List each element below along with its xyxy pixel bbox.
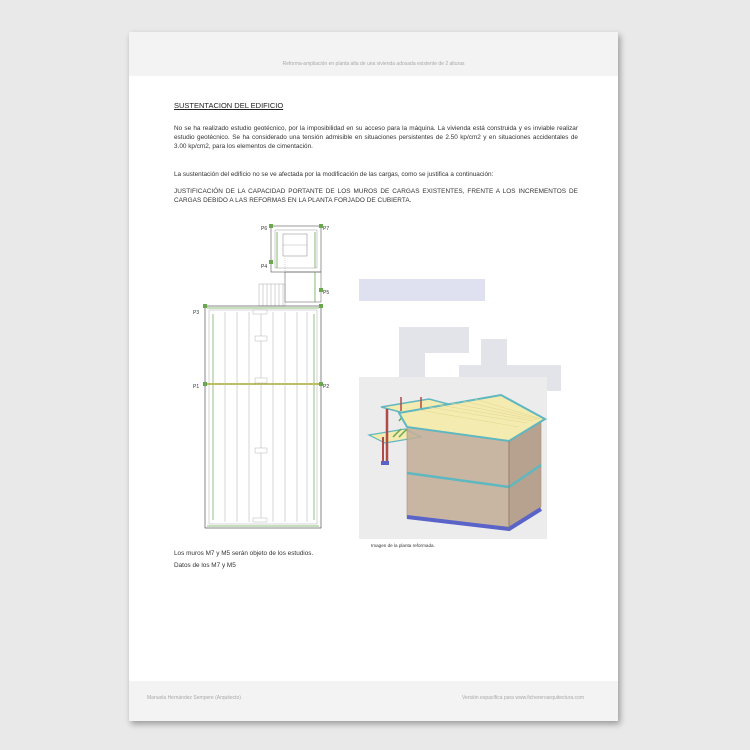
section-title: SUSTENTACION DEL EDIFICIO [174,101,284,110]
label-p2: P2 [323,384,330,390]
label-p4: P4 [261,264,268,270]
paragraph-sustentation: La sustentación del edificio no se ve afectada por la modificación de las cargas, como se justifica a continuación: [174,171,494,178]
body-line-data: Datos de los M7 y M5 [174,562,236,569]
header-text: Reforma-ampliación en planta alta de una vivienda adosada existente de 2 alturas [282,61,465,67]
label-p1: P1 [193,384,200,390]
page-header [129,32,618,76]
page-footer [129,681,618,721]
footer-author: Manuela Hernández Sempere (Arquitecto) [147,695,241,701]
label-p7: P7 [323,226,330,232]
paragraph-justification: JUSTIFICACIÓN DE LA CAPACIDAD PORTANTE DE LOS MUROS DE CARGAS EXISTENTES, FRENTE A LOS INCREMENTOS DE CARGAS DEBIDO A LAS REFORMAS EN LA PLANTA FORJADO DE CUBIERTA. [174,188,578,204]
label-p6: P6 [261,226,268,232]
document-page [129,32,618,721]
body-line-walls: Los muros M7 y M5 serán objeto de los estudios. [174,550,314,557]
paragraph-geotechnical: No se ha realizado estudio geotécnico, por la imposibilidad en su acceso para la máquina. La vivienda está construida y es inviable realizar estudio geotécnico. Se ha considerado una tensión admisible en situaciones persistentes de 2.50 kp/cm2 y en situaciones accidentales de 3.00 kp/cm2, para los elementos de cimentación. [174,125,578,150]
label-p5: P5 [323,290,330,296]
floor-plan-drawing [191,218,331,533]
label-p3: P3 [193,310,200,316]
figure-caption: Imagen de la planta reformada. [371,543,435,548]
footer-version: Versión espacífica para www.fichereroarquitectura.com [461,695,584,701]
structure-3d-render [359,377,547,539]
